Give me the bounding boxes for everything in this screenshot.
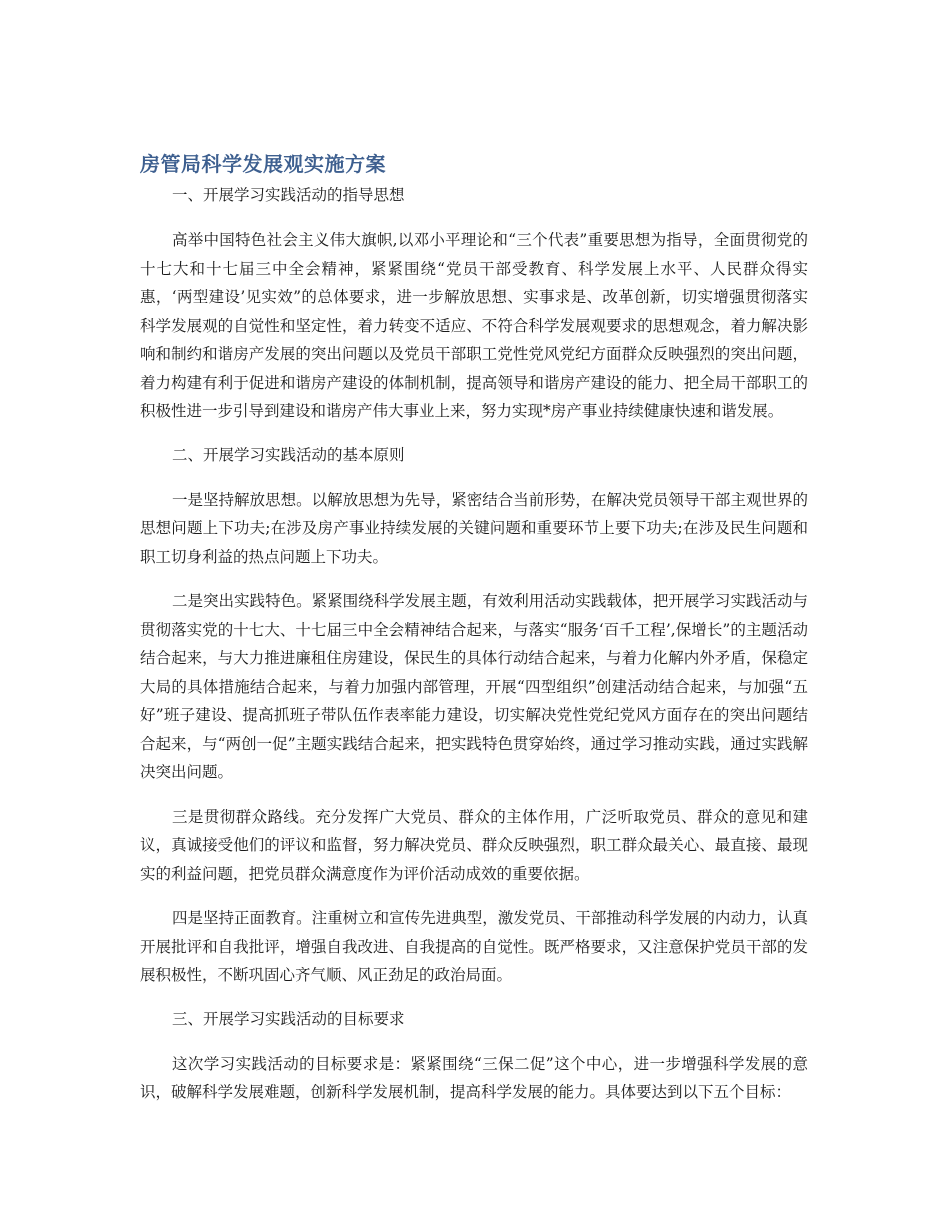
paragraph: 这次学习实践活动的目标要求是：紧紧围绕“三保二促”这个中心，进一步增强科学发展的意识，破解科学发展难题，创新科学发展机制，提高科学发展的能力。具体要达到以下五个目标： [140,1054,808,1101]
section-guiding-thought [140,182,808,426]
section-heading: 一、开展学习实践活动的指导思想 [172,186,405,204]
section-heading: 三、开展学习实践活动的目标要求 [172,1009,405,1028]
paragraph: 一是坚持解放思想。以解放思想为先导，紧密结合当前形势，在解决党员领导干部主观世界的思想问题上下功夫;在涉及房产事业持续发展的关键问题和重要环节上要下功夫;在涉及民生问题和职工切身利益的热点问题上下功夫。 [140,490,808,566]
paragraph: 二是突出实践特色。紧紧围绕科学发展主题，有效利用活动实践载体，把开展学习实践活动与贯彻落实党的十七大、十七届三中全会精神结合起来，与落实“服务‘百千工程’,保增长”的主题活动结合起来，与大力推进廉租住房建设，保民生的具体行动结合起来，与着力化解内外矛盾，保稳定大局的具体措施结合起来，与着力加强内部管理，开展“四型组织”创建活动结合起来，与加强“五好”班子建设、提高抓班子带队伍作表率能力建设，切实解决党性党纪党风方面存在的突出问题结合起来，与“两创一促”主题实践结合起来，把实践特色贯穿始终，通过学习推动实践，通过实践解决突出问题。 [140,592,808,781]
paragraph: 三是贯彻群众路线。充分发挥广大党员、群众的主体作用，广泛听取党员、群众的意见和建议，真诚接受他们的评议和监督，努力解决党员、群众反映强烈，职工群众最关心、最直接、最现实的利益问题，把党员群众满意度作为评价活动成效的重要依据。 [140,807,808,883]
section-objectives [140,1006,808,1107]
section-heading: 二、开展学习实践活动的基本原则 [172,445,405,464]
paragraph: 四是坚持正面教育。注重树立和宣传先进典型，激发党员、干部推动科学发展的内动力，认真开展批评和自我批评，增强自我改进、自我提高的自觉性。既严格要求，又注意保护党员干部的发展积极性，不断巩固心齐气顺、风正劲足的政治局面。 [140,909,808,984]
document-body [140,150,808,1123]
paragraph: 高举中国特色社会主义伟大旗帜,以邓小平理论和“三个代表”重要思想为指导，全面贯彻党的十七大和十七届三中全会精神，紧紧围绕“党员干部受教育、科学发展上水平、人民群众得实惠，‘两型建设’见实效”的总体要求，进一步解放思想、实事求是、改革创新，切实增强贯彻落实科学发展观的自觉性和坚定性，着力转变不适应、不符合科学发展观要求的思想观念，着力解决影响和制约和谐房产发展的突出问题以及党员干部职工党性党风党纪方面群众反映强烈的突出问题，着力构建有利于促进和谐房产建设的体制机制，提高领导和谐房产建设的能力、把全局干部职工的积极性进一步引导到建设和谐房产伟大事业上来，努力实现*房产事业持续健康快速和谐发展。 [140,231,808,420]
section-basic-principles [140,442,808,990]
document-title: 房管局科学发展观实施方案 [140,152,386,176]
